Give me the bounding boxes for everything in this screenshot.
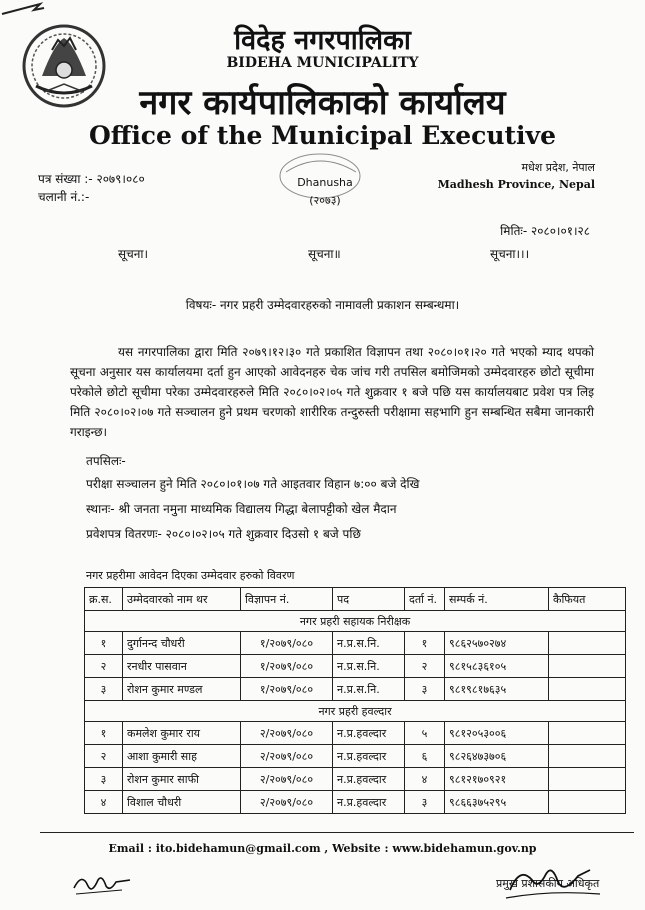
candidate-table <box>84 587 626 814</box>
header-advert-no: विज्ञापन नं. <box>241 588 333 611</box>
cell-post: न.प्र.हवल्दार <box>333 768 405 791</box>
header-serial: क्र.स. <box>85 588 123 611</box>
section-title: नगर प्रहरी सहायक निरीक्षक <box>85 611 626 632</box>
signatory-title: प्रमुख प्रशासकीय अधिकृत <box>496 877 600 890</box>
cell-contact: ९८१५८३६१०५ <box>445 655 549 678</box>
cell-advert-no: १/२०७९/०८० <box>241 632 333 655</box>
table-row <box>85 745 626 768</box>
cell-advert-no: १/२०७९/०८० <box>241 655 333 678</box>
details-heading: तपसिलः- <box>86 454 126 468</box>
seal-district: Dhanusha <box>297 176 353 189</box>
cell-serial: १ <box>85 632 123 655</box>
letter-reference-number: पत्र संख्या :- २०७९।०८० <box>38 172 145 186</box>
cell-name: कमलेश कुमार राय <box>123 722 241 745</box>
notice-label-1: सूचना। <box>118 247 149 261</box>
notice-label-2: सूचना॥ <box>308 247 341 261</box>
exam-date-line: परीक्षा सञ्चालन हुने मिति २०८०।०१।०७ गते आइतवार विहान ७:०० बजे देखि <box>86 477 420 491</box>
footer-contact: Email : ito.bidehamun@gmail.com , Website : www.bidehamun.gov.np <box>108 842 537 855</box>
header-name: उम्मेदवारको नाम थर <box>123 588 241 611</box>
office-title-np: नगर कार्यपालिकाको कार्यालय <box>139 83 506 123</box>
municipality-title-np: विदेह नगरपालिका <box>234 25 411 56</box>
cell-remarks <box>549 768 626 791</box>
table-row <box>85 768 626 791</box>
table-row <box>85 655 626 678</box>
cell-name: दुर्गानन्द चौधरी <box>123 632 241 655</box>
table-row <box>85 678 626 701</box>
cell-serial: ३ <box>85 678 123 701</box>
header-post: पद <box>333 588 405 611</box>
cell-serial: २ <box>85 745 123 768</box>
cell-remarks <box>549 745 626 768</box>
cell-serial: २ <box>85 655 123 678</box>
province-np: मधेश प्रदेश, नेपाल <box>521 161 595 174</box>
cell-serial: ४ <box>85 791 123 814</box>
cell-remarks <box>549 678 626 701</box>
cell-post: न.प्र.हवल्दार <box>333 722 405 745</box>
cell-contact: ९८२६४७३७०६ <box>445 745 549 768</box>
cell-contact: ९८१९८१७६३५ <box>445 678 549 701</box>
cell-name: रोशन कुमार साफी <box>123 768 241 791</box>
cell-name: रनधीर पासवान <box>123 655 241 678</box>
table-header-row <box>85 588 626 611</box>
cell-advert-no: २/२०७९/०८० <box>241 745 333 768</box>
cell-remarks <box>549 655 626 678</box>
cell-serial: १ <box>85 722 123 745</box>
table-row <box>85 722 626 745</box>
cell-advert-no: २/२०७९/०८० <box>241 722 333 745</box>
cell-name: आशा कुमारी साह <box>123 745 241 768</box>
cell-contact: ९८१२१७०९२१ <box>445 768 549 791</box>
admit-card-line: प्रवेशपत्र वितरणः- २०८०।०२।०५ गते शुक्रवार दिउसो १ बजे पछि <box>86 527 361 541</box>
cell-reg-no: ३ <box>405 678 445 701</box>
cell-remarks <box>549 632 626 655</box>
table-row <box>85 791 626 814</box>
table-caption: नगर प्रहरीमा आवेदन दिएका उम्मेदवार हरुको विवरण <box>86 569 295 582</box>
cell-remarks <box>549 722 626 745</box>
cell-advert-no: २/२०७९/०८० <box>241 768 333 791</box>
cell-advert-no: २/२०७९/०८० <box>241 791 333 814</box>
footer-divider <box>40 832 634 833</box>
letter-date: मितिः- २०८०।०१।२८ <box>500 224 590 238</box>
table-row <box>85 632 626 655</box>
cell-serial: ३ <box>85 768 123 791</box>
office-title-en: Office of the Municipal Executive <box>89 121 556 150</box>
cell-reg-no: ४ <box>405 768 445 791</box>
cell-reg-no: ५ <box>405 722 445 745</box>
cell-contact: ९८६६३७५२९५ <box>445 791 549 814</box>
seal-year: (२०७३) <box>309 194 341 207</box>
letter-subject: विषयः- नगर प्रहरी उम्मेदवारहरुको नामावली प्रकाशन सम्बन्धमा। <box>185 298 460 312</box>
province-en: Madhesh Province, Nepal <box>437 178 595 191</box>
exam-venue-line: स्थानः- श्री जनता नमुना माध्यमिक विद्यालय गिद्धा बेलापट्टीको खेल मैदान <box>86 502 397 516</box>
cell-reg-no: ६ <box>405 745 445 768</box>
notice-label-3: सूचना।।। <box>490 247 530 261</box>
cell-name: रोशन कुमार मण्डल <box>123 678 241 701</box>
cell-name: विशाल चौधरी <box>123 791 241 814</box>
section-title: नगर प्रहरी हवल्दार <box>85 701 626 722</box>
cell-remarks <box>549 791 626 814</box>
cell-advert-no: १/२०७९/०८० <box>241 678 333 701</box>
cell-reg-no: २ <box>405 655 445 678</box>
cell-reg-no: ३ <box>405 791 445 814</box>
cell-reg-no: १ <box>405 632 445 655</box>
cell-post: न.प्र.हवल्दार <box>333 791 405 814</box>
cell-contact: ९८१२०५३००६ <box>445 722 549 745</box>
cell-post: न.प्र.स.नि. <box>333 678 405 701</box>
cell-post: न.प्र.स.नि. <box>333 655 405 678</box>
dispatch-number: चलानी नं.:- <box>38 190 90 204</box>
header-reg-no: दर्ता नं. <box>405 588 445 611</box>
cell-contact: ९८६२५७०२७४ <box>445 632 549 655</box>
cell-post: न.प्र.स.नि. <box>333 632 405 655</box>
municipality-title-en: BIDEHA MUNICIPALITY <box>226 55 419 71</box>
body-paragraph: यस नगरपालिका द्वारा मिति २०७९।१२।३० गते प्रकाशित विज्ञापन तथा २०८०।०१।२० गते भएको म्याद थपको सूचना अनुसार यस कार्यालयमा दर्ता हुन आएको आवेदनहरु चेक जांच गरी तपसिल बमोजिमको उम्मेदवारहरु छोटो सूचीमा परेकोले छोटो सूचीमा परेका उम्मेदवारहरुले मिति २०८०।०२।०५ गते शुक्रवार १ बजे पछि यस कार्यालयबाट प्रवेश पत्र लिइ मिति २०८०।०२।०७ गते सञ्चालन हुने प्रथम चरणको शारीरिक तन्दुरुस्ती परीक्षामा सहभागि हुन सम्बन्धित सबैमा जानकारी गराइन्छ। <box>70 345 594 439</box>
header-remarks: कैफियत <box>549 588 626 611</box>
header-contact: सम्पर्क नं. <box>445 588 549 611</box>
signature-left-icon <box>70 868 140 898</box>
cell-post: न.प्र.हवल्दार <box>333 745 405 768</box>
